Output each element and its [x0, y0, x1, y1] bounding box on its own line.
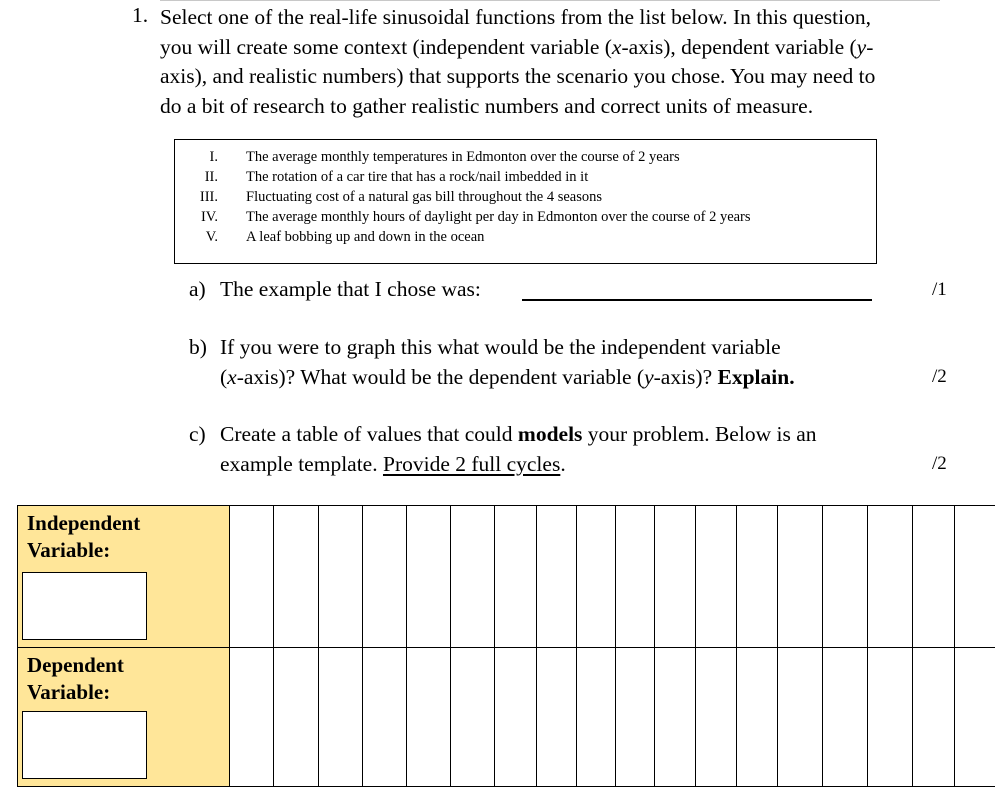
question-number: 1. — [132, 3, 149, 27]
list-numeral: IV. — [200, 209, 218, 225]
part-c-text: Create a table of values that could models your problem. Below is an example template. Provide 2 full cycles. — [220, 422, 817, 476]
marks-a: /1 — [932, 279, 947, 300]
list-item-text: Fluctuating cost of a natural gas bill throughout the 4 seasons — [246, 189, 602, 205]
table-cell[interactable] — [616, 506, 655, 648]
question-line-1: Select one of the real-life sinusoidal functions from the list below. In this question, — [160, 5, 871, 29]
table-cell[interactable] — [737, 506, 778, 648]
question-line-3: axis), and realistic numbers) that supports the scenario you chose. You may need to — [160, 64, 876, 88]
top-rule — [160, 0, 940, 1]
table-of-values — [17, 505, 995, 787]
table-cell[interactable] — [737, 648, 778, 787]
part-b-label: b) — [189, 335, 207, 359]
table-cell[interactable] — [696, 648, 737, 787]
question-text — [160, 3, 960, 121]
dependent-label-cell — [18, 648, 230, 787]
independent-row — [18, 506, 995, 648]
table-cell[interactable] — [577, 648, 616, 787]
table-cell[interactable] — [577, 506, 616, 648]
table-cell[interactable] — [451, 648, 495, 787]
table-cell[interactable] — [696, 506, 737, 648]
table-cell[interactable] — [616, 648, 655, 787]
part-b-text: If you were to graph this what would be the independent variable (x-axis)? What would be the dependent variable (y-axis)? Explain. — [220, 335, 795, 389]
list-numeral: III. — [199, 189, 218, 205]
list-item-text: The average monthly hours of daylight per day in Edmonton over the course of 2 years — [246, 209, 751, 225]
table-cell[interactable] — [778, 506, 823, 648]
answer-line-a[interactable] — [522, 299, 872, 301]
table-cell[interactable] — [319, 506, 363, 648]
table-cell[interactable] — [495, 506, 537, 648]
table-cell[interactable] — [274, 506, 319, 648]
independent-variable-label: Independent Variable: — [27, 511, 141, 562]
table-cell[interactable] — [230, 506, 274, 648]
table-cell[interactable] — [913, 506, 955, 648]
table-cell[interactable] — [655, 648, 696, 787]
table-cell[interactable] — [407, 648, 451, 787]
list-item-text: The rotation of a car tire that has a rock/nail imbedded in it — [246, 169, 589, 185]
dependent-variable-input[interactable] — [22, 711, 147, 779]
independent-variable-input[interactable] — [22, 572, 147, 640]
independent-label-cell — [18, 506, 230, 648]
question-line-2: you will create some context (independent variable (x-axis), dependent variable (y- — [160, 34, 874, 59]
list-numeral: V. — [205, 229, 218, 245]
table-cell[interactable] — [537, 506, 577, 648]
table-cell[interactable] — [407, 506, 451, 648]
table-cell[interactable] — [868, 648, 913, 787]
dependent-variable-label: Dependent Variable: — [27, 653, 124, 704]
table-cell[interactable] — [955, 648, 995, 787]
table-cell[interactable] — [274, 648, 319, 787]
table-cell[interactable] — [363, 648, 407, 787]
part-c-label: c) — [189, 422, 206, 446]
dependent-row — [18, 648, 995, 787]
table-cell[interactable] — [778, 648, 823, 787]
table-cell[interactable] — [868, 506, 913, 648]
marks-b: /2 — [932, 366, 947, 387]
table-cell[interactable] — [230, 648, 274, 787]
list-item-text: A leaf bobbing up and down in the ocean — [246, 229, 485, 245]
table-cell[interactable] — [913, 648, 955, 787]
list-item-text: The average monthly temperatures in Edmonton over the course of 2 years — [246, 149, 680, 165]
part-a-label: a) — [189, 277, 206, 301]
table-cell[interactable] — [451, 506, 495, 648]
table-cell[interactable] — [823, 506, 868, 648]
options-list-box — [174, 139, 877, 264]
table-cell[interactable] — [363, 506, 407, 648]
table-cell[interactable] — [655, 506, 696, 648]
marks-c: /2 — [932, 453, 947, 474]
table-cell[interactable] — [955, 506, 995, 648]
table-cell[interactable] — [823, 648, 868, 787]
table-cell[interactable] — [537, 648, 577, 787]
table-cell[interactable] — [495, 648, 537, 787]
part-a-text: The example that I chose was: — [220, 277, 481, 301]
question-line-4: do a bit of research to gather realistic numbers and correct units of measure. — [160, 93, 814, 118]
table-cell[interactable] — [319, 648, 363, 787]
list-numeral: II. — [204, 169, 218, 185]
list-numeral: I. — [209, 149, 218, 165]
